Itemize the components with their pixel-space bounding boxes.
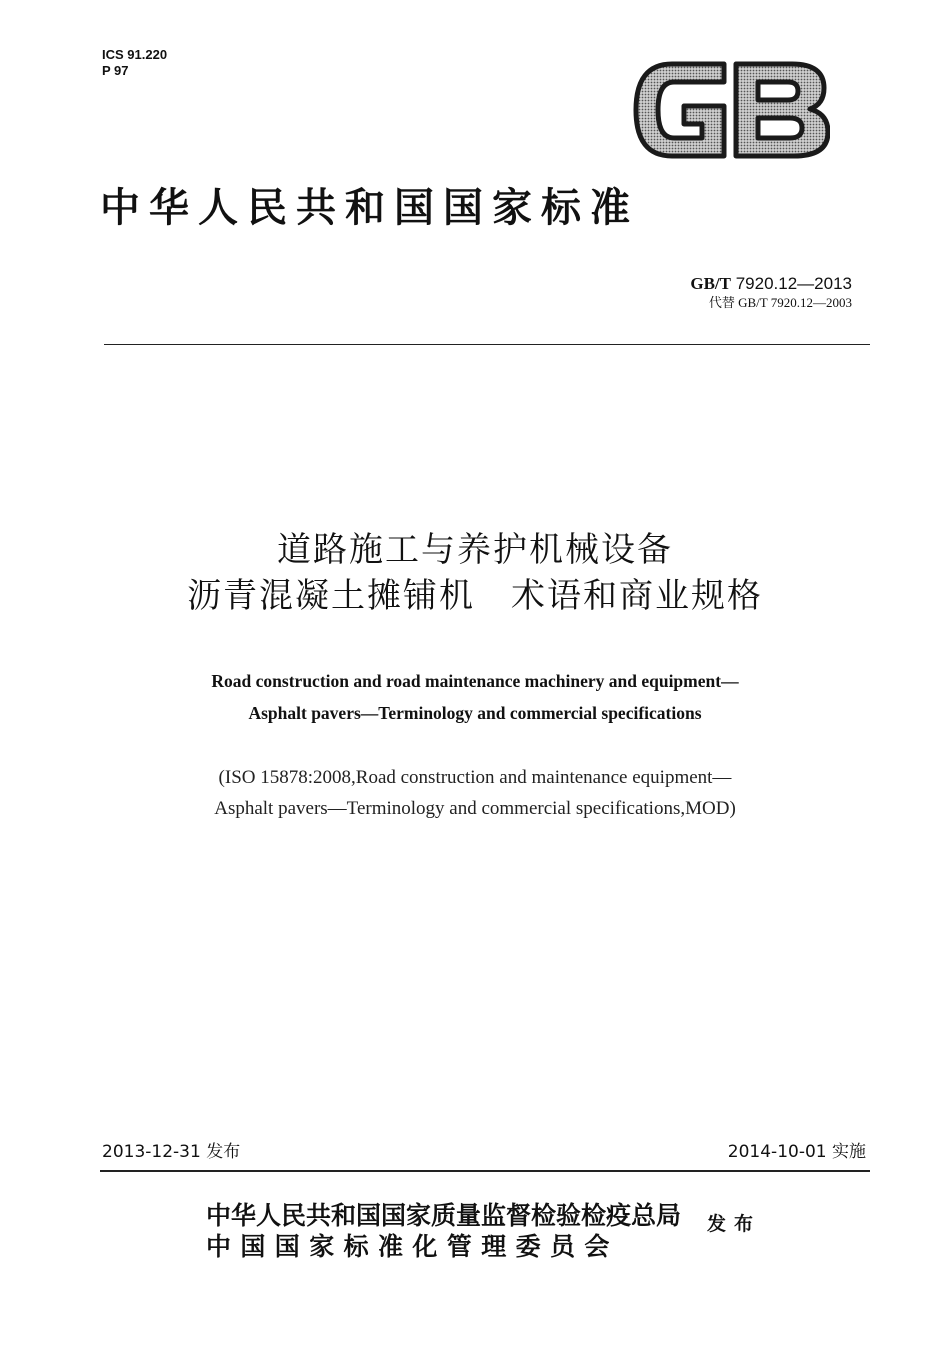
header-divider — [104, 344, 870, 345]
chinese-title-line-1: 道路施工与养护机械设备 — [277, 530, 673, 570]
publish-label: 发布 — [707, 1213, 762, 1235]
replaces-standard: 代替 GB/T 7920.12—2003 — [708, 295, 852, 311]
ccs-code: P 97 — [102, 63, 129, 79]
classification-codes — [102, 47, 167, 80]
issuing-authorities — [206, 1200, 681, 1263]
iso-reference-line-2: Asphalt pavers—Terminology and commercial specifications,MOD) — [214, 798, 736, 820]
gb-logo-icon — [632, 60, 830, 160]
standard-code — [690, 274, 852, 294]
authority-sac: 中国国家标准化管理委员会 — [206, 1232, 619, 1262]
chinese-title-line-2: 沥青混凝土摊铺机 术语和商业规格 — [187, 575, 763, 616]
standard-number: 7920.12—2013 — [731, 274, 852, 293]
iso-reference-line-1: (ISO 15878:2008,Road construction and maintenance equipment— — [218, 767, 732, 788]
iso-reference — [0, 762, 950, 825]
implementation-date: 2014-10-01 实施 — [727, 1142, 866, 1162]
standard-prefix: GB/T — [690, 274, 731, 293]
english-title — [0, 666, 950, 729]
standard-number-block — [690, 274, 852, 312]
ics-code: ICS 91.220 — [102, 47, 168, 62]
english-title-line-2: Asphalt pavers—Terminology and commercial specifications — [248, 702, 702, 723]
logo-text: GB — [632, 60, 634, 61]
footer-divider — [100, 1170, 870, 1172]
authority-aqsiq: 中华人民共和国国家质量监督检验检疫总局 — [206, 1201, 682, 1230]
english-title-line-1: Road construction and road maintenance machinery and equipment— — [211, 671, 739, 691]
issue-date: 2013-12-31 发布 — [102, 1142, 241, 1162]
gb-national-standard-logo — [632, 60, 830, 160]
issuer-title: 中华人民共和国国家标准 — [100, 184, 639, 231]
chinese-title — [0, 528, 950, 620]
